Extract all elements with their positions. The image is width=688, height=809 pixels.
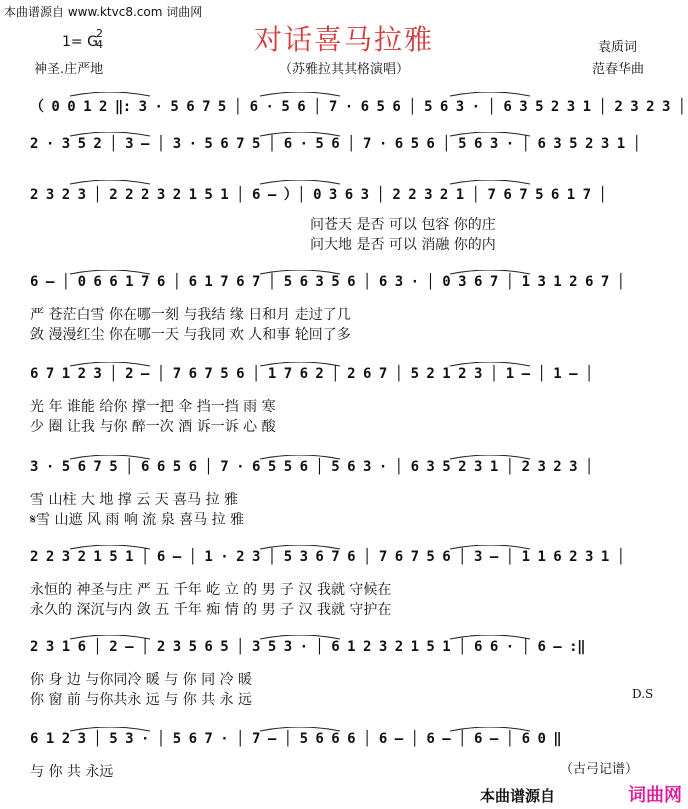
tempo-style: 神圣.庄严地	[34, 62, 104, 77]
lyric-line: 问苍天 是否 可以 包容 你的庄	[310, 217, 496, 233]
notation-line	[30, 635, 660, 657]
lyric-line: 𝄋雪 山遮 风 雨 响 流 泉 喜马 拉 雅	[30, 512, 245, 528]
lyric-line: 严 苍茫白雪 你在哪一刻 与我结 缘 日和月 走过了几	[30, 307, 351, 323]
notation-text: 2 2 3 2 1 5 1 │ 6 – │ 1 · 2 3 │ 5 3 6 7 6 │ 7 6 7 5 6 │ 3 – │ 1 1 6 2 3 1 │	[30, 549, 625, 565]
notation-line	[30, 92, 686, 115]
song-title: 对话喜马拉雅	[253, 23, 434, 56]
performer-subtitle: （苏雅拉其其格演唱）	[278, 62, 409, 77]
lyric-line: 问大地 是否 可以 消融 你的内	[310, 237, 496, 253]
time-signature	[96, 28, 103, 50]
time-sig-bottom: 4	[96, 38, 103, 51]
lyric-line: 少 圈 让我 与你 醉一次 酒 诉一诉 心 酸	[30, 419, 276, 435]
transcriber-note: （古弓记谱）	[560, 762, 639, 777]
lyric-line: 与 你 共 永远	[30, 764, 114, 780]
notation-line	[30, 180, 660, 202]
notation-line	[30, 727, 660, 749]
notation-line	[30, 545, 660, 567]
watermark-top: 本曲谱源自 www.ktvc8.com 词曲网	[4, 5, 203, 19]
notation-line	[30, 132, 660, 154]
time-sig-top: 2	[96, 27, 103, 40]
composer-credit: 范春华曲	[592, 62, 645, 77]
notation-text: （ 0 0 1 2 ‖: 3 · 5 6 7 5 │ 6 · 5 6 │ 7 · 6 5 6 │ 5 6 3 · │ 6 3 5 2 3 1 │ 2 3 2 3 │	[30, 99, 686, 115]
lyric-line: 敛 漫漫红尘 你在哪一天 与我同 欢 人和事 轮回了多	[30, 327, 351, 343]
notation-line	[30, 455, 660, 477]
footer-source: 本曲谱源自	[480, 787, 556, 805]
key-signature: 1= G	[62, 34, 98, 50]
notation-text: 2 3 1 6 │ 2 – │ 2 3 5 6 5 │ 3 5 3 · │ 6 1 2 3 2 1 5 1 │ 6 6 · │ 6 – :‖	[30, 639, 586, 655]
lyric-line: 你 窗 前 与你共永 远 与 你 共 永 远	[30, 692, 253, 708]
lyric-line: 光 年 谁能 给你 撑一把 伞 挡一挡 雨 寒	[30, 399, 276, 415]
notation-text: 6 – │ 0 6 6 1 7 6 │ 6 1 7 6 7 │ 5 6 3 5 6 │ 6 3 · │ 0 3 6 7 │ 1 3 1 2 6 7 │	[30, 274, 625, 290]
lyric-line: 雪 山柱 大 地 撑 云 天 喜马 拉 雅	[30, 492, 239, 508]
lyricist-credit: 袁质词	[598, 40, 638, 55]
notation-text: 6 7 1 2 3 │ 2 – │ 7 6 7 5 6 │ 1 7 6 2 │ 2 6 7 │ 5 2 1 2 3 │ 1 – │ 1 – │	[30, 366, 593, 382]
footer-site: 词曲网	[628, 785, 682, 806]
lyric-line: 永恒的 神圣与庄 严 五 千年 屹 立 的 男 子 汉 我就 守候在	[30, 582, 392, 598]
notation-text: 6 1 2 3 │ 5 3 · │ 5 6 7 · │ 7 – │ 5 6 6 6 │ 6 – │ 6 – │ 6 – │ 6 0 ‖	[30, 731, 562, 747]
ds-mark: D.S	[632, 687, 654, 701]
notation-line	[30, 270, 660, 292]
lyric-line: 你 身 边 与你同冷 暖 与 你 同 冷 暖	[30, 672, 253, 688]
notation-text: 2 · 3 5 2 │ 3 – │ 3 · 5 6 7 5 │ 6 · 5 6 │ 7 · 6 5 6 │ 5 6 3 · │ 6 3 5 2 3 1 │	[30, 136, 641, 152]
notation-line	[30, 362, 660, 384]
lyric-line: 永久的 深沉与内 敛 五 千年 痴 情 的 男 子 汉 我就 守护在	[30, 602, 392, 618]
notation-text: 3 · 5 6 7 5 │ 6 6 5 6 │ 7 · 6 5 5 6 │ 5 6 3 · │ 6 3 5 2 3 1 │ 2 3 2 3 │	[30, 459, 593, 475]
notation-text: 2 3 2 3 │ 2 2 2 3 2 1 5 1 │ 6 – ）│ 0 3 6 3 │ 2 2 3 2 1 │ 7 6 7 5 6 1 7 │	[30, 187, 607, 203]
